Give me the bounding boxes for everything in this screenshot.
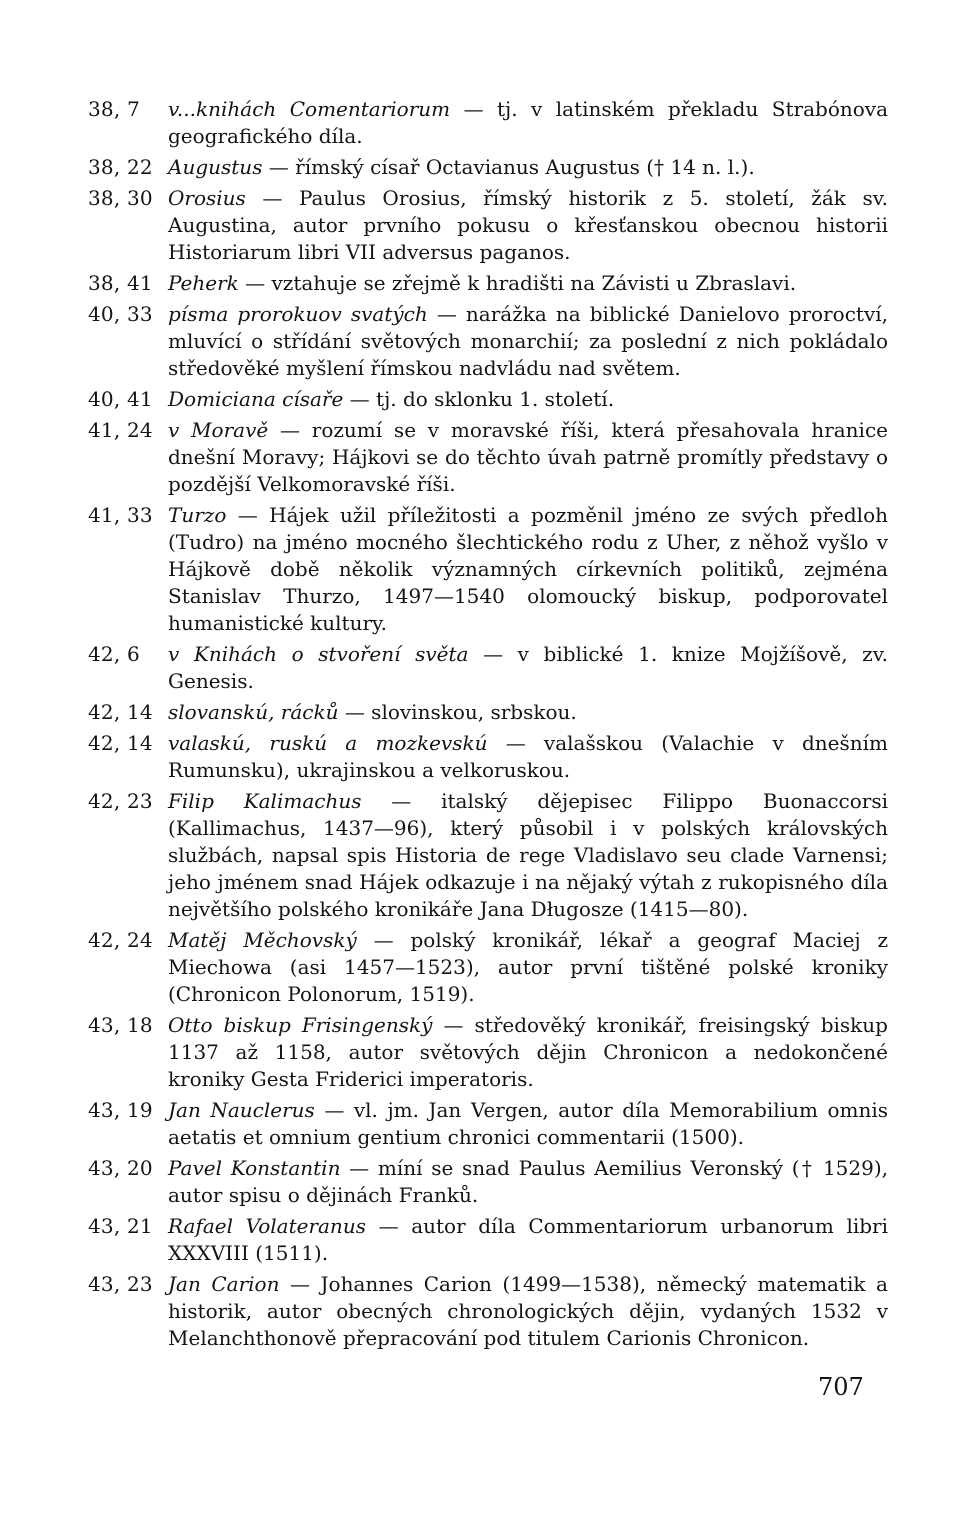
note-body [168, 788, 888, 923]
note-lemma: písma prorokuov svatých [168, 302, 428, 326]
note-lemma: v...knihách Comentariorum [168, 97, 451, 121]
note-lemma: Augustus [168, 155, 263, 179]
note-body [168, 185, 888, 266]
note-body [168, 1213, 888, 1267]
note-item [88, 927, 888, 1008]
note-ref: 41, 33 [88, 503, 153, 527]
note-item [88, 1012, 888, 1093]
note-ref: 38, 41 [88, 271, 153, 295]
note-item [88, 301, 888, 382]
note-lemma: Orosius [168, 186, 246, 210]
note-text: — slovinskou, srbskou. [338, 700, 577, 724]
note-item [88, 1097, 888, 1151]
note-text: — narážka na biblické Danielovo proroctví, mluvící o střídání světových monarchií; za poslední z nich pokládalo středověké myšlení římskou nadvládu nad světem. [168, 302, 888, 380]
note-text: — Paulus Orosius, římský historik z 5. století, žák sv. Augustina, autor prvního pokusu o křesťanskou obecnou historii Historiarum libri VII adversus paganos. [168, 186, 888, 264]
note-lemma: Matěj Měchovský [168, 928, 357, 952]
note-body [168, 1012, 888, 1093]
note-ref: 42, 23 [88, 789, 153, 813]
note-ref: 42, 14 [88, 700, 153, 724]
note-text: — autor díla Commentariorum urbanorum libri XXXVIII (1511). [168, 1214, 888, 1265]
note-body [168, 730, 888, 784]
note-body [168, 154, 888, 181]
note-text: — římský císař Octavianus Augustus († 14 n. l.). [262, 155, 755, 179]
notes-list [88, 96, 888, 1356]
note-lemma: v Knihách o stvoření světa [168, 642, 469, 666]
note-item [88, 1155, 888, 1209]
note-lemma: Filip Kalimachus [168, 789, 362, 813]
note-lemma: Jan Carion [168, 1272, 280, 1296]
note-lemma: Rafael Volateranus [168, 1214, 366, 1238]
note-item [88, 185, 888, 266]
note-item [88, 154, 888, 181]
note-body [168, 502, 888, 637]
note-text: — středověký kronikář, freisingský biskup 1137 až 1158, autor světových dějin Chronicon a nedokončené kroniky Gesta Friderici imperatoris. [168, 1013, 888, 1091]
note-ref: 38, 22 [88, 155, 153, 179]
note-text: — v biblické 1. knize Mojžíšově, zv. Genesis. [168, 642, 888, 693]
note-ref: 42, 6 [88, 642, 140, 666]
note-text: — rozumí se v moravské říši, která přesahovala hranice dnešní Moravy; Hájkovi se do těchto úvah patrně promítly představy o pozdější Velkomoravské říši. [168, 418, 888, 496]
note-lemma: Peherk [168, 271, 239, 295]
note-item [88, 730, 888, 784]
note-item [88, 699, 888, 726]
note-text: — Hájek užil příležitosti a pozměnil jméno ze svých předloh (Tudro) na jméno mocného šlechtického rodu z Uher, z něhož vyšlo v Hájkově době několik významných církevních politiků, zejména Stanislav Thurzo, 1497—1540 olomoucký biskup, podporovatel humanistické kultury. [168, 503, 888, 635]
note-lemma: Domiciana císaře [168, 387, 344, 411]
note-ref: 38, 30 [88, 186, 153, 210]
note-ref: 41, 24 [88, 418, 153, 442]
note-ref: 38, 7 [88, 97, 140, 121]
note-lemma: slovanskú, rácků [168, 700, 339, 724]
note-item [88, 386, 888, 413]
note-ref: 42, 24 [88, 928, 153, 952]
note-body [168, 927, 888, 1008]
note-text: — italský dějepisec Filippo Buonaccorsi (Kallimachus, 1437—96), který působil i v polských královských službách, napsal spis Historia de rege Vladislavo seu clade Varnensi; jeho jménem snad Hájek odkazuje i na nějaký výtah z rukopisného díla největšího polského kronikáře Jana Długosze (1415—80). [168, 789, 888, 921]
note-text: — míní se snad Paulus Aemilius Veronský († 1529), autor spisu o dějinách Franků. [168, 1156, 888, 1207]
note-text: — vztahuje se zřejmě k hradišti na Závisti u Zbraslavi. [238, 271, 797, 295]
note-item [88, 1213, 888, 1267]
note-ref: 40, 41 [88, 387, 153, 411]
note-lemma: valaskú, ruskú a mozkevskú [168, 731, 488, 755]
note-item [88, 502, 888, 637]
note-item [88, 270, 888, 297]
note-body [168, 699, 888, 726]
note-ref: 42, 14 [88, 731, 153, 755]
note-ref: 43, 18 [88, 1013, 153, 1037]
note-text: — vl. jm. Jan Vergen, autor díla Memorabilium omnis aetatis et omnium gentium chronici commentarii (1500). [168, 1098, 888, 1149]
page-number: 707 [818, 1373, 864, 1401]
note-ref: 40, 33 [88, 302, 153, 326]
note-lemma: Jan Nauclerus [168, 1098, 315, 1122]
note-item [88, 788, 888, 923]
note-body [168, 641, 888, 695]
note-ref: 43, 23 [88, 1272, 153, 1296]
note-lemma: Pavel Konstantin [168, 1156, 341, 1180]
note-body [168, 1271, 888, 1352]
note-body [168, 96, 888, 150]
note-text: — Johannes Carion (1499—1538), německý matematik a historik, autor obecných chronologických dějin, vydaných 1532 v Melanchthonově přepracování pod titulem Carionis Chronicon. [168, 1272, 888, 1350]
note-text: — tj. do sklonku 1. století. [343, 387, 615, 411]
note-item [88, 417, 888, 498]
note-item [88, 641, 888, 695]
note-body [168, 1155, 888, 1209]
note-body [168, 301, 888, 382]
note-ref: 43, 19 [88, 1098, 153, 1122]
note-text: — polský kronikář, lékař a geograf Maciej z Miechowa (asi 1457—1523), autor první tištěné polské kroniky (Chronicon Polonorum, 1519). [168, 928, 888, 1006]
note-body [168, 417, 888, 498]
note-body [168, 270, 888, 297]
note-body [168, 386, 888, 413]
note-text: — tj. v latinském překladu Strabónova geografického díla. [168, 97, 889, 148]
note-text: — valašskou (Valachie v dnešním Rumunsku), ukrajinskou a velkoruskou. [168, 731, 888, 782]
note-ref: 43, 21 [88, 1214, 153, 1238]
note-item [88, 1271, 888, 1352]
note-lemma: v Moravě [168, 418, 269, 442]
note-lemma: Turzo [168, 503, 227, 527]
note-body [168, 1097, 888, 1151]
note-item [88, 96, 888, 150]
note-lemma: Otto biskup Frisingenský [168, 1013, 433, 1037]
note-ref: 43, 20 [88, 1156, 153, 1180]
